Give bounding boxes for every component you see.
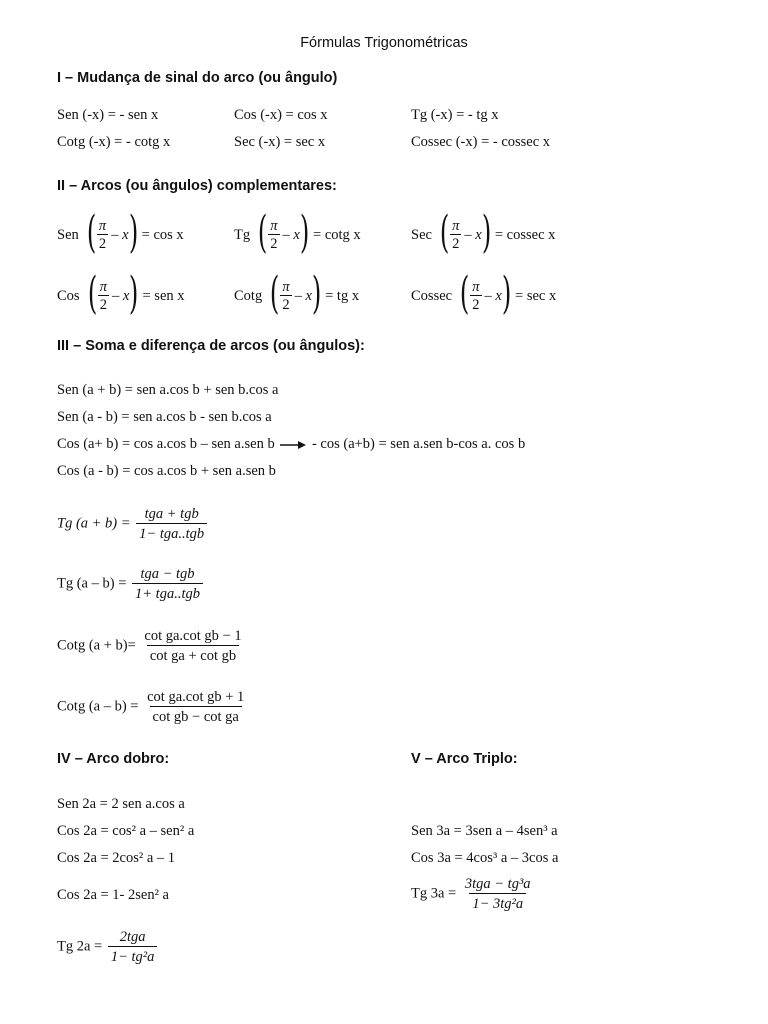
- formula-cos-2a-3: Cos 2a = 1- 2sen² a: [57, 887, 169, 903]
- left-paren: (: [87, 268, 97, 319]
- section-5-heading: V – Arco Triplo:: [411, 751, 518, 767]
- pi-symbol: π: [99, 279, 108, 295]
- numerator: 3tga − tg³a: [464, 876, 531, 892]
- denominator: 1− 3tg²a: [469, 893, 526, 912]
- denominator: 1− tga..tgb: [136, 523, 207, 542]
- left-paren: (: [439, 207, 450, 258]
- formula-cotg-sum-lhs: Cotg (a + b)=: [57, 637, 136, 654]
- fraction: [144, 689, 247, 725]
- formula-tg-3a: [411, 876, 536, 912]
- formula-cos-3a: Cos 3a = 4cos³ a – 3cos a: [411, 850, 559, 866]
- formula-sen-diff: Sen (a - b) = sen a.cos b - sen b.cos a: [57, 409, 272, 425]
- formula-complementary-tg: [234, 207, 361, 258]
- pi-symbol: π: [452, 218, 460, 234]
- denominator: 1+ tga..tgb: [132, 583, 203, 602]
- complementary-expression: [411, 207, 556, 258]
- complementary-result: = tg x: [325, 287, 360, 304]
- fraction: [141, 628, 244, 664]
- pi-symbol: π: [98, 218, 107, 234]
- fraction: [108, 929, 158, 965]
- left-paren: (: [459, 268, 470, 319]
- numerator: 2tga: [119, 929, 146, 945]
- pi-over-two: [280, 279, 291, 313]
- formula-cos-2a-1: Cos 2a = cos² a – sen² a: [57, 823, 195, 839]
- complementary-expression: [234, 207, 361, 258]
- fraction: [462, 876, 534, 912]
- formula-complementary-cos: [57, 268, 185, 319]
- right-paren: ): [481, 207, 491, 258]
- minus-x: – x: [464, 226, 482, 243]
- pi-over-two: [470, 279, 481, 313]
- minus-x: – x: [294, 287, 312, 304]
- formula-tg-neg: Tg (-x) = - tg x: [411, 107, 499, 123]
- two: 2: [270, 236, 278, 252]
- formula-tg-2a: [57, 929, 159, 965]
- formula-sen-2a: Sen 2a = 2 sen a.cos a: [57, 796, 185, 812]
- numerator: tga − tgb: [140, 566, 195, 582]
- right-paren: ): [299, 207, 310, 258]
- formula-sen-neg: Sen (-x) = - sen x: [57, 107, 159, 123]
- function-name: Sec: [411, 226, 432, 243]
- formula-complementary-sen: [57, 207, 184, 258]
- pi-over-two: [98, 279, 109, 313]
- function-name: Sen: [57, 226, 79, 243]
- two: 2: [452, 236, 460, 252]
- pi-over-two: [450, 218, 461, 252]
- two: 2: [282, 297, 290, 313]
- formula-cos-2a-2: Cos 2a = 2cos² a – 1: [57, 850, 176, 866]
- formula-cotg-diff: [57, 689, 249, 725]
- pi-symbol: π: [270, 218, 278, 234]
- formula-sec-neg: Sec (-x) = sec x: [234, 134, 326, 150]
- formula-cotg-sum: [57, 628, 247, 664]
- formula-cos-sum-text: Cos (a+ b) = cos a.cos b – sen a.sen b: [57, 436, 275, 452]
- section-3-heading: III – Soma e diferença de arcos (ou ângulos):: [57, 338, 365, 354]
- minus-x: – x: [282, 226, 300, 243]
- denominator: cot gb − cot ga: [150, 706, 242, 725]
- pi-symbol: π: [472, 279, 480, 295]
- formula-cotg-neg: Cotg (-x) = - cotg x: [57, 134, 171, 150]
- formula-tg-2a-lhs: Tg 2a =: [57, 938, 103, 955]
- function-name: Cotg: [234, 287, 263, 304]
- numerator: cot ga.cot gb + 1: [147, 689, 245, 705]
- function-name: Cossec: [411, 287, 453, 304]
- right-arrow-icon: [280, 440, 306, 450]
- function-name: Cos: [57, 287, 80, 304]
- section-1-heading: I – Mudança de sinal do arco (ou ângulo): [57, 70, 338, 86]
- two: 2: [472, 297, 480, 313]
- formula-cotg-diff-lhs: Cotg (a – b) =: [57, 698, 139, 715]
- two: 2: [98, 236, 107, 252]
- numerator: tga + tgb: [144, 506, 199, 522]
- complementary-result: = cos x: [141, 226, 184, 243]
- right-paren: ): [311, 268, 322, 319]
- complementary-expression: [57, 207, 184, 258]
- minus-x: – x: [112, 287, 130, 304]
- fraction: [136, 506, 207, 542]
- formula-complementary-sec: [411, 207, 556, 258]
- numerator: cot ga.cot gb − 1: [144, 628, 242, 644]
- formula-cos-neg: Cos (-x) = cos x: [234, 107, 328, 123]
- denominator: 1− tg²a: [108, 946, 158, 965]
- right-paren: ): [129, 268, 139, 319]
- minus-x: – x: [111, 226, 129, 243]
- page-title: Fórmulas Trigonométricas: [300, 35, 468, 51]
- complementary-expression: [57, 268, 185, 319]
- function-name: Tg: [234, 226, 251, 243]
- right-paren: ): [128, 207, 138, 258]
- section-2-heading: II – Arcos (ou ângulos) complementares:: [57, 178, 337, 194]
- complementary-result: = cossec x: [494, 226, 556, 243]
- formula-tg-sum: [57, 506, 209, 542]
- formula-complementary-cossec: [411, 268, 557, 319]
- formula-sen-3a: Sen 3a = 3sen a – 4sen³ a: [411, 823, 558, 839]
- minus-x: – x: [484, 287, 502, 304]
- two: 2: [99, 297, 107, 313]
- formula-cos-sum-neg: - cos (a+b) = sen a.sen b-cos a. cos b: [311, 436, 526, 452]
- denominator: cot ga + cot gb: [147, 645, 239, 664]
- formula-sen-sum: Sen (a + b) = sen a.cos b + sen b.cos a: [57, 382, 279, 398]
- formula-tg-sum-lhs: Tg (a + b) =: [57, 515, 131, 532]
- complementary-result: = cotg x: [313, 226, 361, 243]
- right-paren: ): [501, 268, 512, 319]
- formula-cos-diff: Cos (a - b) = cos a.cos b + sen a.sen b: [57, 463, 276, 479]
- formula-tg-3a-lhs: Tg 3a =: [411, 885, 457, 902]
- formula-cossec-neg: Cossec (-x) = - cossec x: [411, 134, 551, 150]
- left-paren: (: [257, 207, 268, 258]
- left-paren: (: [270, 268, 280, 319]
- formula-cos-sum: [57, 435, 525, 453]
- section-4-heading: IV – Arco dobro:: [57, 751, 170, 767]
- left-paren: (: [86, 207, 97, 258]
- formula-tg-diff-lhs: Tg (a – b) =: [57, 575, 127, 592]
- complementary-result: = sen x: [142, 287, 185, 304]
- formula-tg-diff: [57, 566, 205, 602]
- pi-over-two: [268, 218, 279, 252]
- complementary-result: = sec x: [515, 287, 557, 304]
- fraction: [132, 566, 203, 602]
- pi-over-two: [97, 218, 108, 252]
- formula-complementary-cotg: [234, 268, 360, 319]
- complementary-expression: [411, 268, 557, 319]
- pi-symbol: π: [282, 279, 290, 295]
- complementary-expression: [234, 268, 360, 319]
